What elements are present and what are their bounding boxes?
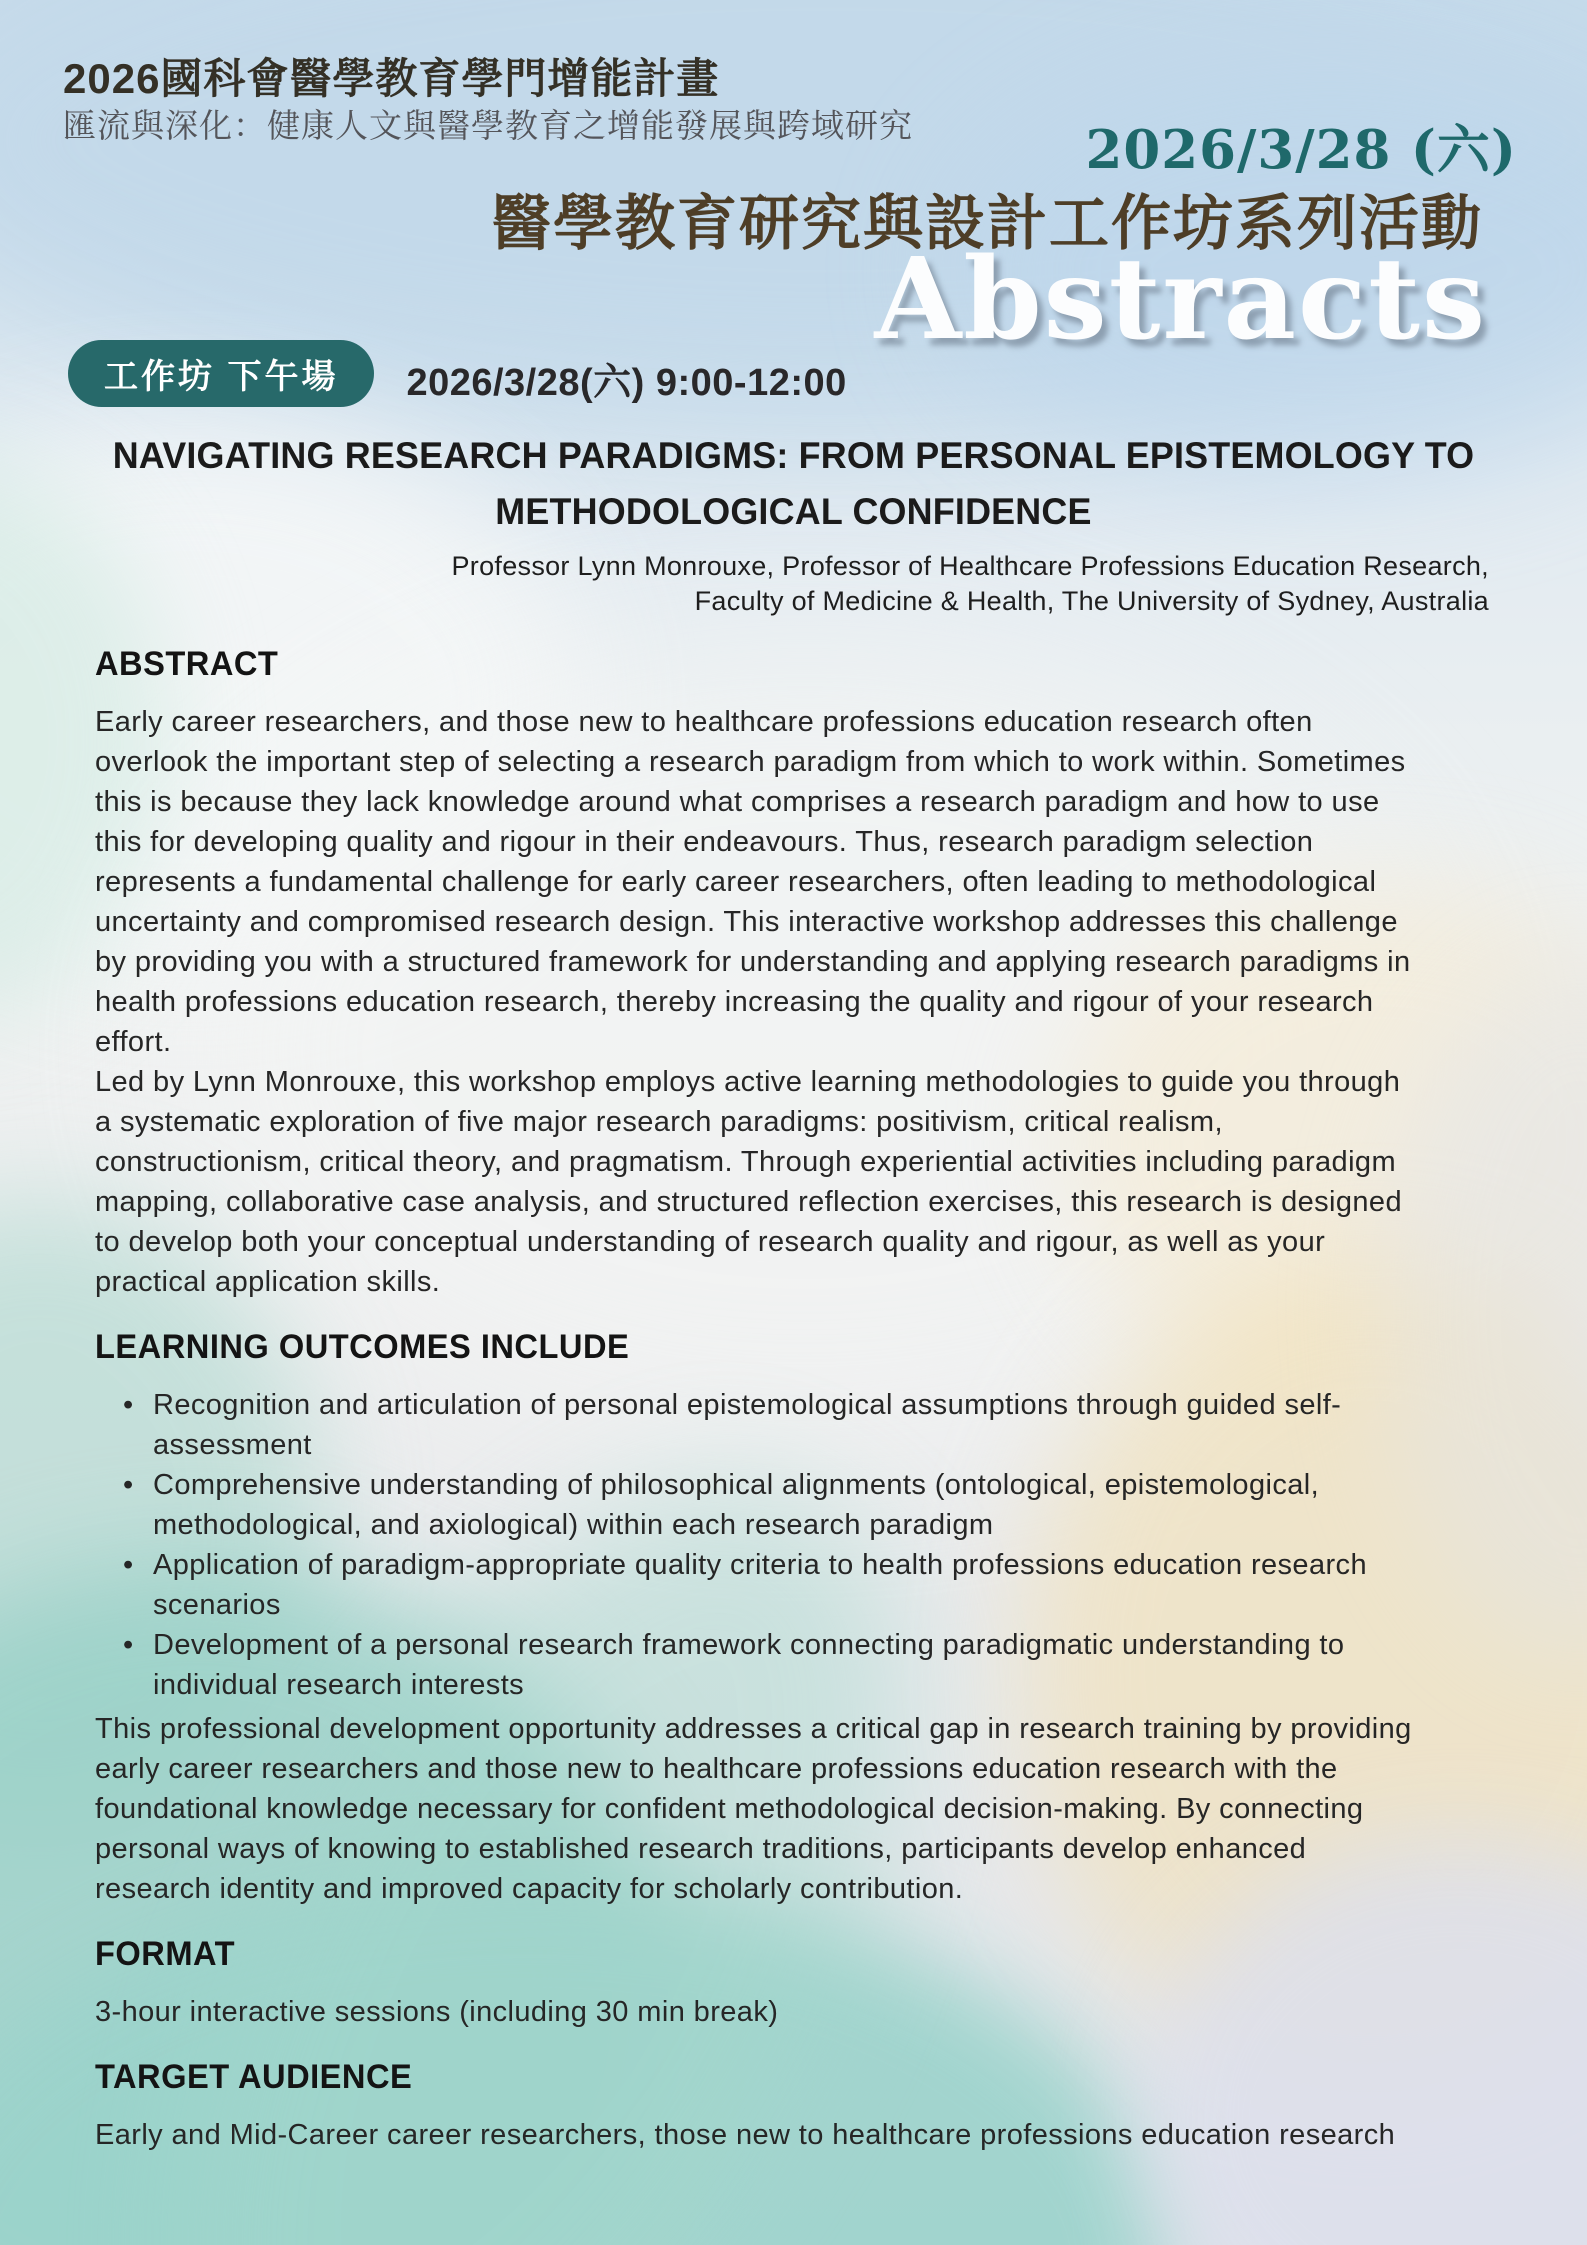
program-title: 2026國科會醫學教育學門增能計畫 xyxy=(63,55,720,102)
outcome-item-2: • Comprehensive understanding of philosophical alignments (ontological, epistemological, methodological, and axiological) within each research paradigm xyxy=(123,1465,1425,1545)
poster-body xyxy=(0,420,1587,2155)
session-row xyxy=(68,340,847,407)
section-format xyxy=(95,1935,1425,2032)
speaker-credit-line-1: Professor Lynn Monrouxe, Professor of Healthcare Professions Education Research, xyxy=(451,551,1489,581)
abstract-paragraph-1: Early career researchers, and those new to healthcare professions education research often overlook the important step of selecting a research paradigm from which to work within. Sometimes this is because they lack knowledge around what comprises a research paradigm and how to use this for developing quality and rigour in their endeavours. Thus, research paradigm selection represents a fundamental challenge for early career researchers, often leading to methodological uncertainty and compromised research design. This interactive workshop addresses this challenge by providing you with a structured framework for understanding and applying research paradigms in health professions education research, thereby increasing the quality and rigour of your research effort. xyxy=(95,706,1411,1059)
event-date: 2026/3/28 (六) xyxy=(1085,119,1517,181)
outcome-item-4: • Development of a personal research framework connecting paradigmatic understanding to individual research interests xyxy=(123,1625,1425,1705)
outcome-item-3: • Application of paradigm-appropriate quality criteria to health professions education research scenarios xyxy=(123,1545,1425,1625)
outcome-item-1: • Recognition and articulation of personal epistemological assumptions through guided self-assessment xyxy=(123,1385,1425,1465)
outcomes-heading: LEARNING OUTCOMES INCLUDE xyxy=(95,1328,630,1367)
abstracts-wordmark: Abstracts xyxy=(874,234,1487,365)
session-badge: 工作坊 下午場 xyxy=(68,340,374,407)
format-heading: FORMAT xyxy=(95,1935,236,1974)
section-learning-outcomes xyxy=(95,1328,1425,1909)
outcomes-closing-paragraph: This professional development opportunity addresses a critical gap in research training by providing early career researchers and those new to healthcare professions education research with the foundational knowledge necessary for confident methodological decision-making. By connecting personal ways of knowing to established research traditions, participants develop enhanced research identity and improved capacity for scholarly contribution. xyxy=(95,1713,1412,1906)
section-abstract xyxy=(95,645,1425,1302)
workshop-title: NAVIGATING RESEARCH PARADIGMS: FROM PERSONAL EPISTEMOLOGY TO METHODOLOGICAL CONFIDENCE xyxy=(112,435,1475,532)
abstract-heading: ABSTRACT xyxy=(95,645,279,684)
series-title: 醫學教育研究與設計工作坊系列活動 xyxy=(491,190,1483,257)
session-datetime: 2026/3/28(六) 9:00-12:00 xyxy=(406,362,847,404)
abstract-paragraph-2: Led by Lynn Monrouxe, this workshop employs active learning methodologies to guide you through a systematic exploration of five major research paradigms: positivism, critical realism, constructionism, critical theory, and pragmatism. Through experiential activities including paradigm mapping, collaborative case analysis, and structured reflection exercises, this research is designed to develop both your conceptual understanding of research quality and rigour, as well as your practical application skills. xyxy=(95,1066,1402,1299)
program-subtitle: 匯流與深化：健康人文與醫學教育之增能發展與跨域研究 xyxy=(63,109,913,145)
audience-heading: TARGET AUDIENCE xyxy=(95,2058,413,2097)
outcomes-list xyxy=(123,1385,1425,1705)
speaker-credit-line-2: Faculty of Medicine & Health, The University of Sydney, Australia xyxy=(694,586,1489,617)
format-text: 3-hour interactive sessions (including 30 min break) xyxy=(95,1996,779,2029)
content-column xyxy=(95,645,1425,2155)
speaker-credit xyxy=(0,549,1489,619)
audience-text: Early and Mid-Career career researchers, those new to healthcare professions education research xyxy=(95,2119,1396,2152)
section-target-audience xyxy=(95,2058,1425,2155)
